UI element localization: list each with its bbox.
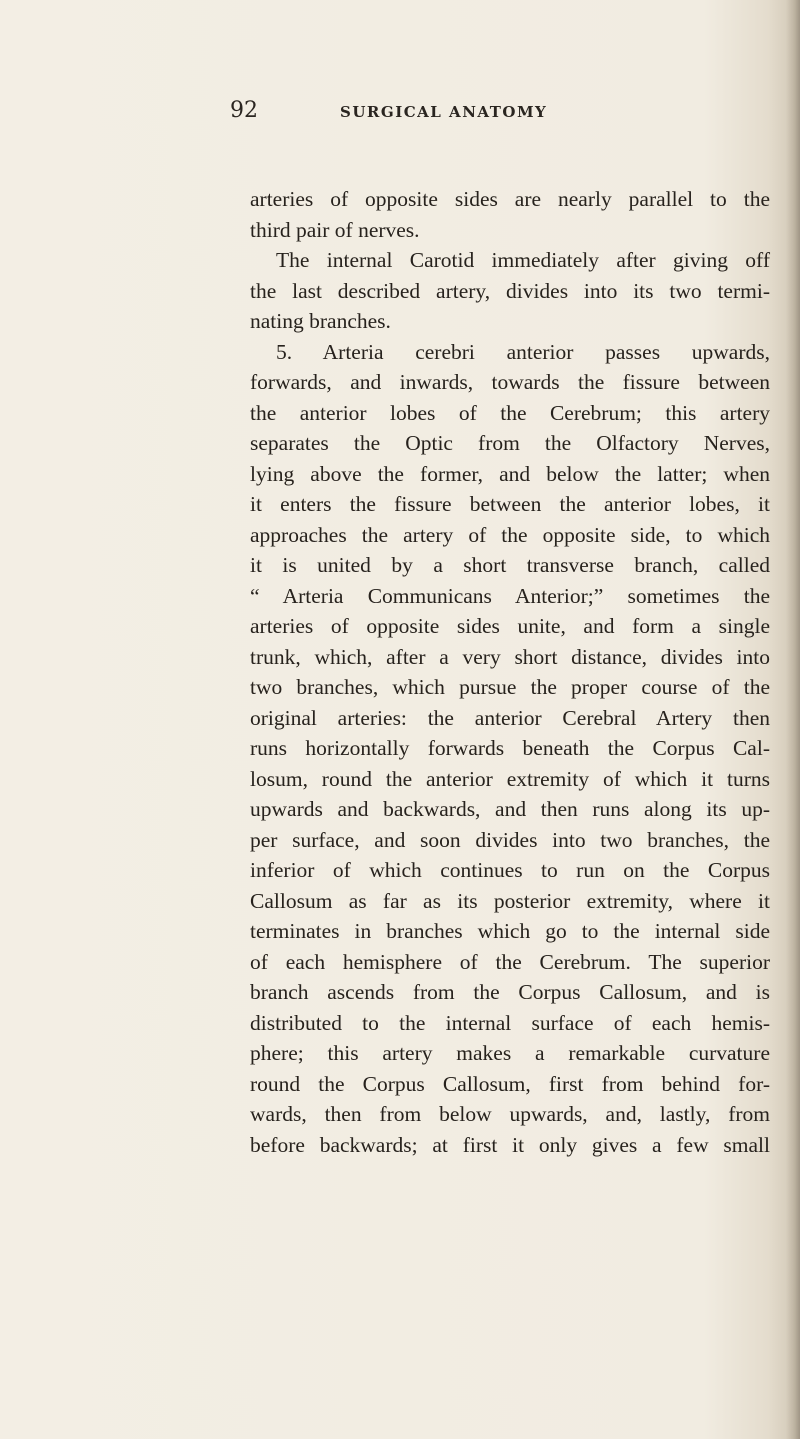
text-line: 5. Arteria cerebri anterior passes upwards,	[276, 339, 770, 364]
page-header	[230, 100, 670, 140]
text-line: losum, round the anterior extremity of which it turns	[250, 766, 770, 791]
text-line: third pair of nerves.	[250, 217, 420, 242]
text-line: round the Corpus Callosum, first from behind for-	[250, 1071, 770, 1096]
text-line: nating branches.	[250, 309, 391, 333]
text-line: per surface, and soon divides into two branches, the	[250, 827, 770, 852]
page-number: 92	[230, 98, 258, 123]
page-edge-shadow	[786, 0, 800, 1439]
text-line: arteries of opposite sides are nearly parallel to the	[250, 187, 770, 211]
text-line: phere; this artery makes a remarkable curvature	[250, 1041, 770, 1065]
text-line: of each hemisphere of the Cerebrum. The superior	[250, 949, 770, 974]
text-line: wards, then from below upwards, and, lastly, from	[250, 1102, 770, 1126]
body-text	[250, 184, 770, 1160]
text-line: the anterior lobes of the Cerebrum; this artery	[250, 400, 770, 425]
text-line: approaches the artery of the opposite side, to which	[250, 522, 770, 547]
text-line: arteries of opposite sides unite, and form a single	[250, 614, 770, 638]
text-line: The internal Carotid immediately after giving off	[276, 248, 770, 272]
text-line: inferior of which continues to run on the Corpus	[250, 858, 770, 882]
text-line: separates the Optic from the Olfactory Nerves,	[250, 431, 770, 455]
text-line: before backwards; at first it only gives a few small	[250, 1132, 770, 1157]
text-line: trunk, which, after a very short distance, divides into	[250, 644, 770, 669]
text-line: Callosum as far as its posterior extremity, where it	[250, 888, 770, 913]
text-line: lying above the former, and below the latter; when	[250, 461, 770, 486]
text-line: the last described artery, divides into its two termi-	[250, 278, 770, 303]
text-line: it enters the fissure between the anterior lobes, it	[250, 492, 770, 516]
text-line: terminates in branches which go to the internal side	[250, 919, 770, 943]
text-line: branch ascends from the Corpus Callosum, and is	[250, 980, 770, 1004]
text-line: upwards and backwards, and then runs along its up-	[250, 797, 770, 821]
text-line: forwards, and inwards, towards the fissure between	[250, 370, 770, 394]
text-line: “ Arteria Communicans Anterior;” sometimes the	[250, 583, 770, 608]
text-line: it is united by a short transverse branch, called	[250, 553, 770, 577]
text-line: original arteries: the anterior Cerebral Artery then	[250, 705, 770, 730]
text-line: two branches, which pursue the proper course of the	[250, 675, 770, 699]
text-line: distributed to the internal surface of each hemis-	[250, 1010, 770, 1035]
running-title: SURGICAL ANATOMY	[340, 103, 548, 121]
text-line: runs horizontally forwards beneath the Corpus Cal-	[250, 736, 770, 760]
